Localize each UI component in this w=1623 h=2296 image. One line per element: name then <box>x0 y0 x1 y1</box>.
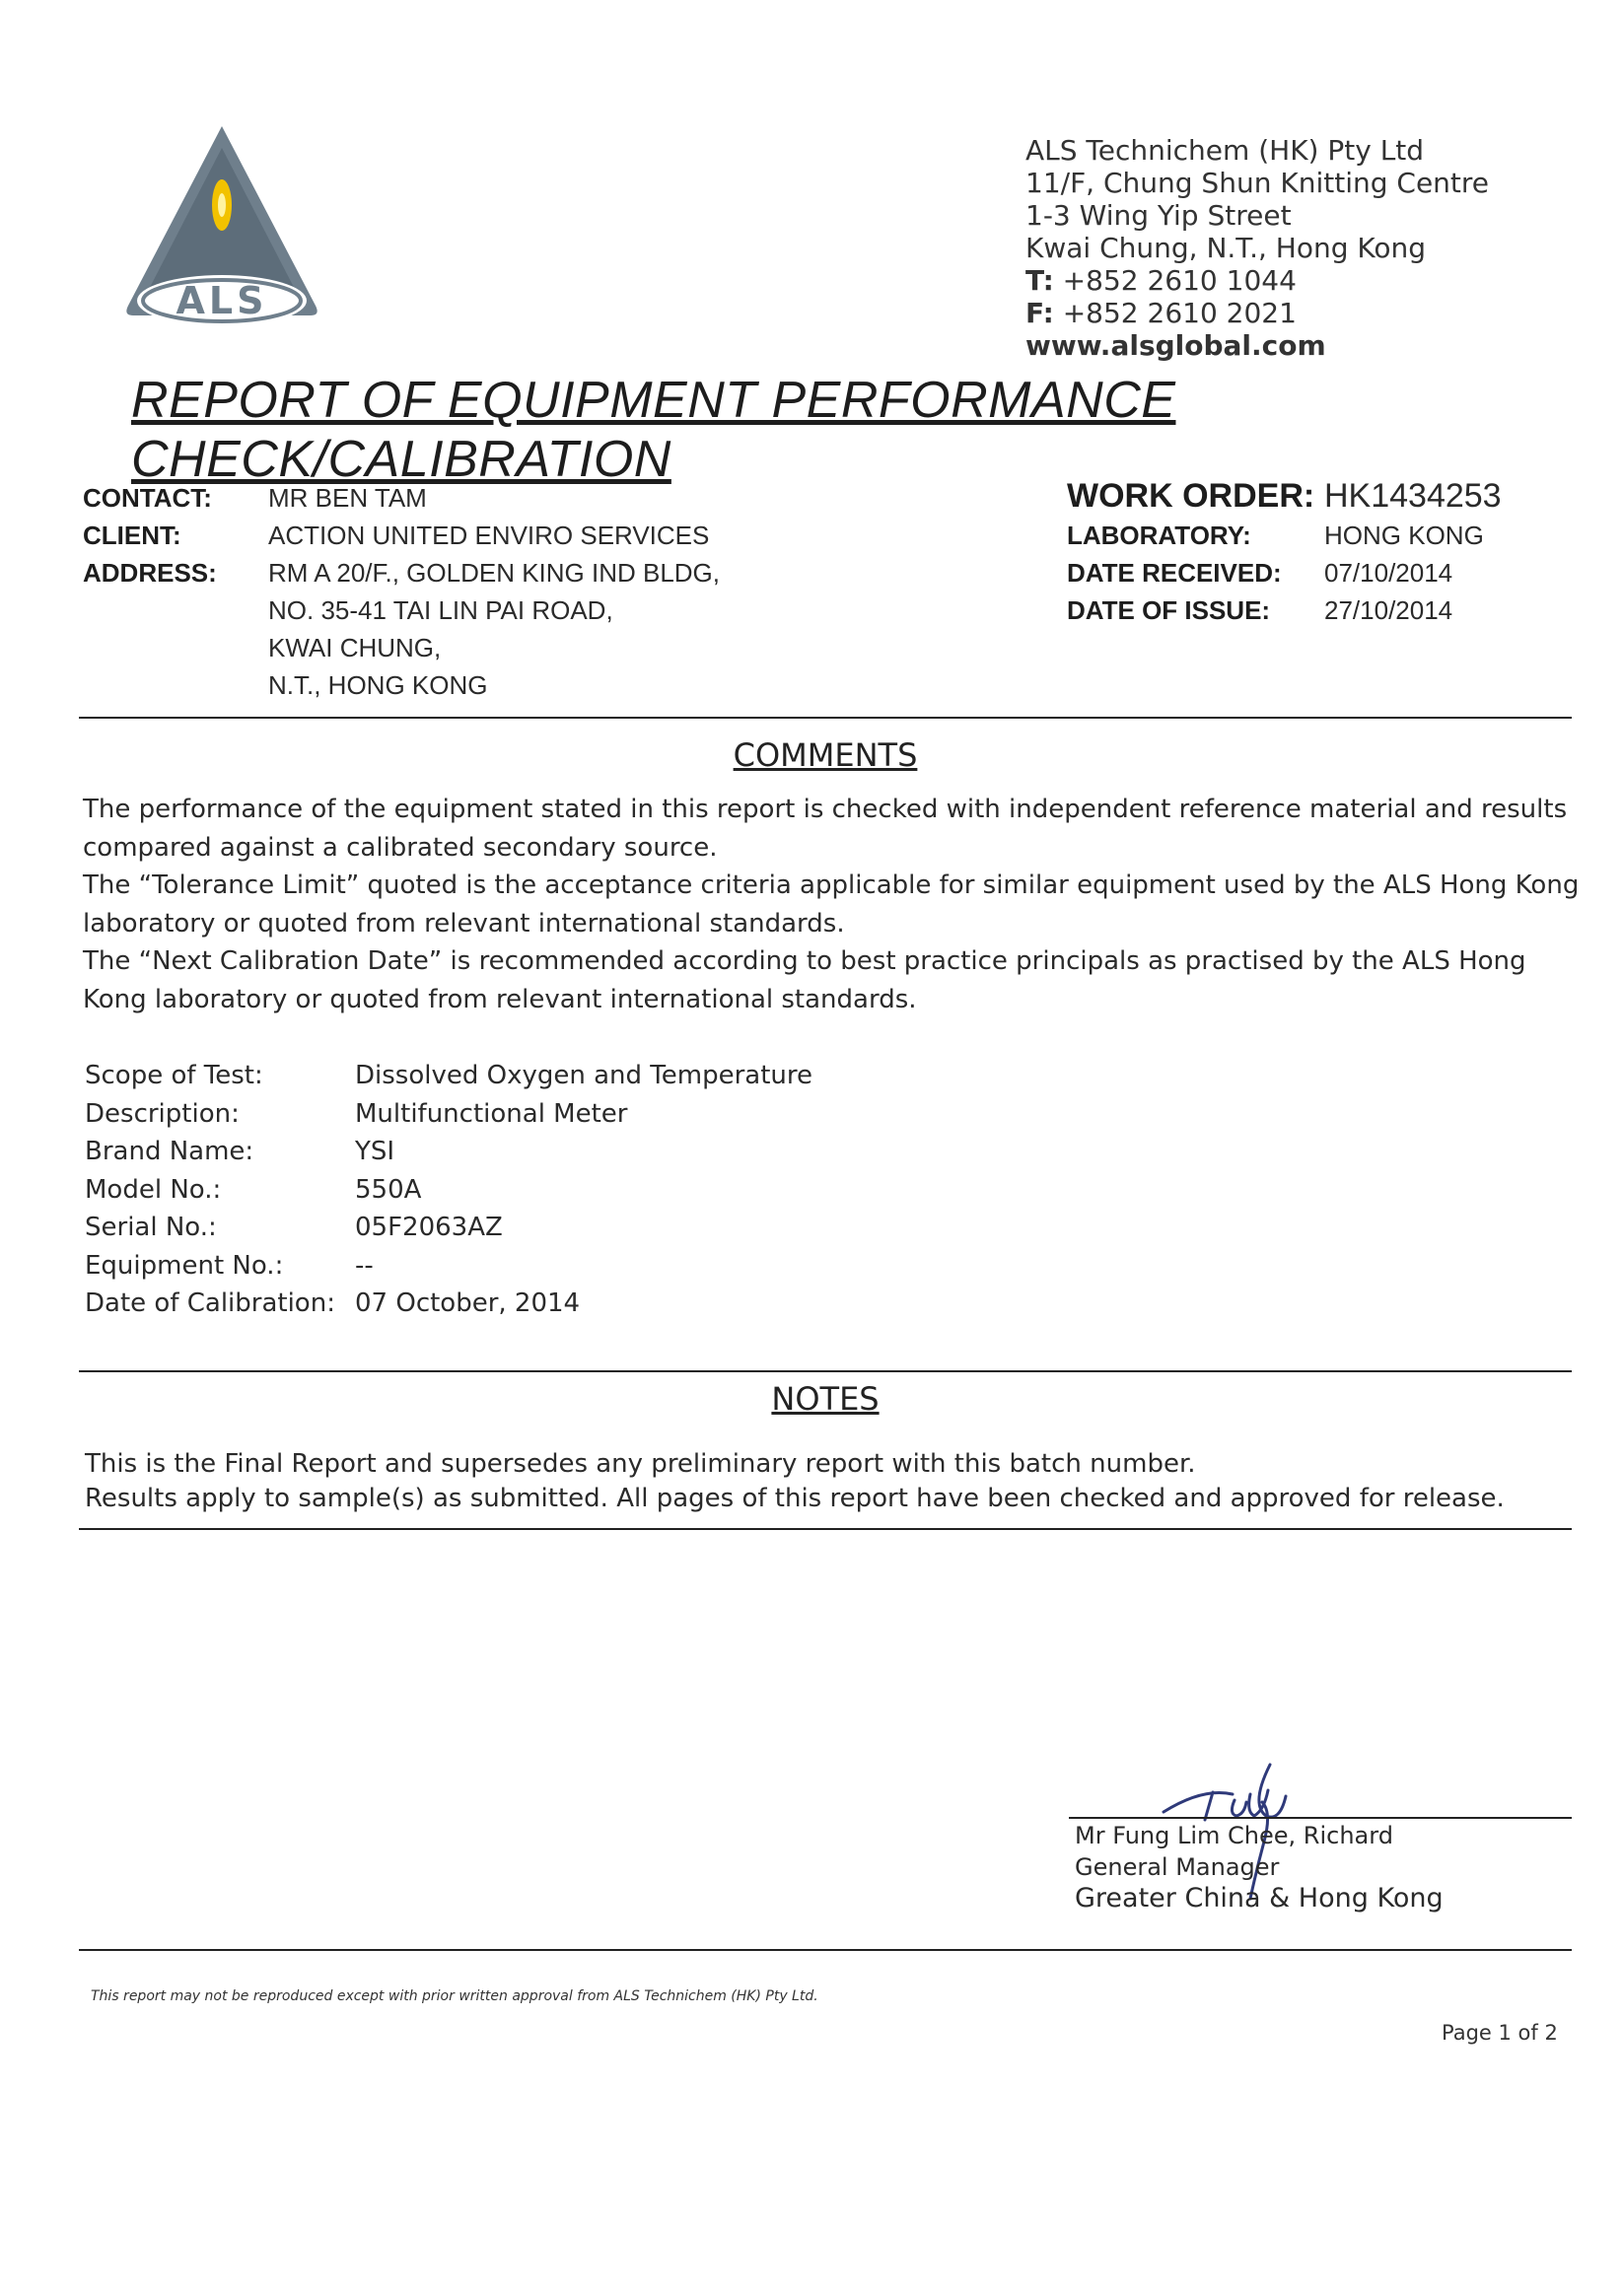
comment-line: compared against a calibrated secondary source. <box>83 832 718 863</box>
als-logo <box>118 118 325 325</box>
signature-line <box>1069 1817 1572 1819</box>
address-line-2: NO. 35-41 TAI LIN PAI ROAD, <box>268 595 613 625</box>
detail-label: Description: <box>85 1098 240 1129</box>
signatory-region: Greater China & Hong Kong <box>1075 1883 1444 1913</box>
details-values <box>355 1057 812 1323</box>
detail-label: Model No.: <box>85 1174 222 1205</box>
company-tel: T: +852 2610 1044 <box>1025 264 1297 297</box>
laboratory-value: HONG KONG <box>1324 521 1484 550</box>
notes-body <box>85 1447 1505 1516</box>
detail-value: 07 October, 2014 <box>355 1288 581 1318</box>
comment-line: Kong laboratory or quoted from relevant international standards. <box>83 984 917 1014</box>
date-received-value: 07/10/2014 <box>1324 558 1453 588</box>
divider <box>79 1370 1572 1372</box>
note-line: Results apply to sample(s) as submitted. All pages of this report have been checked and approved for release. <box>85 1484 1505 1513</box>
client-label: CLIENT: <box>83 521 181 550</box>
comment-line: The “Next Calibration Date” is recommended according to best practice principals as practised by the ALS Hong <box>83 946 1526 976</box>
detail-label: Equipment No.: <box>85 1250 284 1281</box>
note-line: This is the Final Report and supersedes any preliminary report with this batch number. <box>85 1449 1196 1479</box>
detail-value: -- <box>355 1250 374 1281</box>
detail-label: Brand Name: <box>85 1137 254 1166</box>
address-line-4: N.T., HONG KONG <box>268 670 488 700</box>
detail-label: Scope of Test: <box>85 1061 263 1090</box>
signatory-position: General Manager <box>1075 1853 1280 1881</box>
address-line-3: KWAI CHUNG, <box>268 633 442 662</box>
detail-label: Serial No.: <box>85 1213 217 1242</box>
page-number: Page 1 of 2 <box>1442 2021 1558 2045</box>
comment-line: The “Tolerance Limit” quoted is the acceptance criteria applicable for similar equipment used by the ALS Hong Kong <box>83 870 1580 900</box>
address-line-1: RM A 20/F., GOLDEN KING IND BLDG, <box>268 558 721 588</box>
company-website[interactable]: www.alsglobal.com <box>1025 329 1326 362</box>
comments-heading: COMMENTS <box>733 736 918 774</box>
detail-value: 550A <box>355 1174 422 1205</box>
comment-line: The performance of the equipment stated in this report is checked with independent reference material and results <box>83 795 1568 824</box>
company-address-line-1: 11/F, Chung Shun Knitting Centre <box>1025 167 1490 199</box>
comment-line: laboratory or quoted from relevant international standards. <box>83 908 845 939</box>
company-fax: F: +852 2610 2021 <box>1025 297 1297 329</box>
detail-value: Dissolved Oxygen and Temperature <box>355 1061 812 1090</box>
logo-text: ALS <box>176 279 268 322</box>
address-label: ADDRESS: <box>83 558 217 588</box>
date-issue-label: DATE OF ISSUE: <box>1067 595 1271 625</box>
company-name: ALS Technichem (HK) Pty Ltd <box>1025 134 1425 167</box>
divider <box>79 717 1572 719</box>
notes-heading: NOTES <box>771 1380 880 1418</box>
work-order-value: HK1434253 <box>1324 477 1502 515</box>
detail-value: Multifunctional Meter <box>355 1098 628 1129</box>
detail-value: YSI <box>355 1137 395 1166</box>
contact-value: MR BEN TAM <box>268 483 427 513</box>
laboratory-label: LABORATORY: <box>1067 521 1251 550</box>
disclaimer: This report may not be reproduced except with prior written approval from ALS Technichem (HK) Pty Ltd. <box>91 1988 818 2004</box>
signatory-block <box>1075 1820 1444 1914</box>
work-order-label: WORK ORDER: <box>1067 477 1315 515</box>
detail-value: 05F2063AZ <box>355 1213 503 1242</box>
date-issue-value: 27/10/2014 <box>1324 595 1453 625</box>
company-address-line-3: Kwai Chung, N.T., Hong Kong <box>1025 232 1427 264</box>
details-labels <box>85 1057 335 1323</box>
company-info <box>1025 134 1489 362</box>
report-title: REPORT OF EQUIPMENT PERFORMANCE CHECK/CALIBRATION <box>131 372 1176 488</box>
divider <box>79 1528 1572 1530</box>
comments-body <box>83 791 1579 1018</box>
date-received-label: DATE RECEIVED: <box>1067 558 1282 588</box>
client-value: ACTION UNITED ENVIRO SERVICES <box>268 521 710 550</box>
detail-label: Date of Calibration: <box>85 1288 335 1318</box>
company-address-line-2: 1-3 Wing Yip Street <box>1025 199 1292 232</box>
divider <box>79 1949 1572 1951</box>
signatory-name: Mr Fung Lim Chee, Richard <box>1075 1822 1393 1849</box>
contact-label: CONTACT: <box>83 483 212 513</box>
